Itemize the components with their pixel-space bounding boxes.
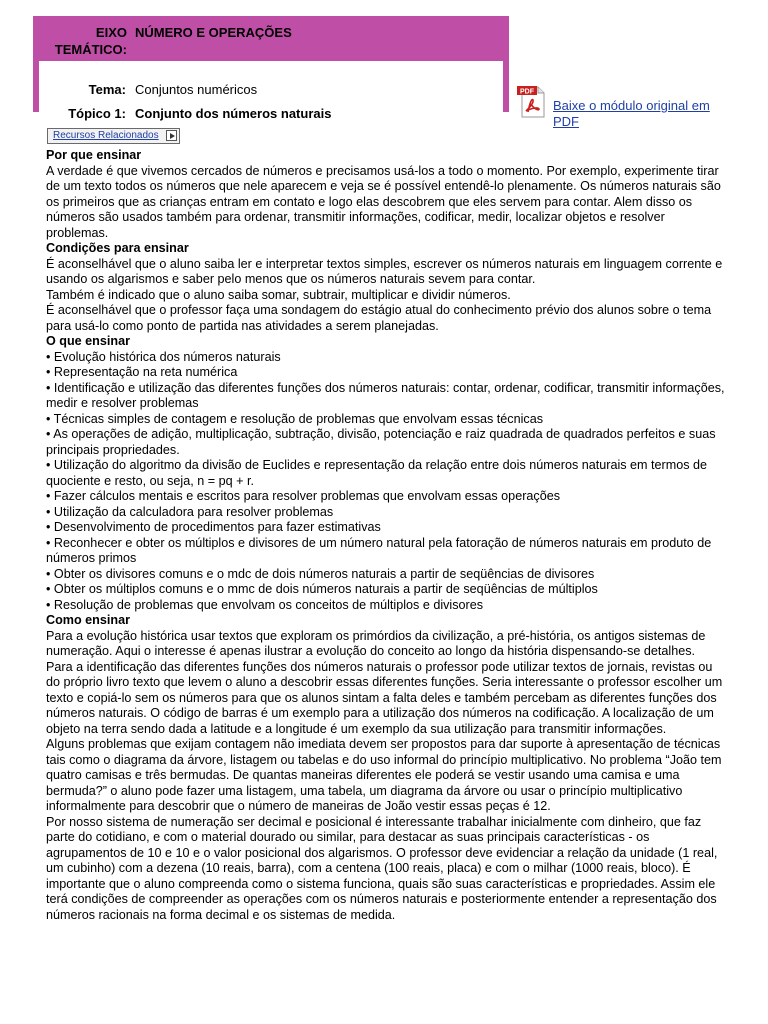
pdf-icon[interactable] xyxy=(516,84,548,120)
topico-label: Tópico 1: xyxy=(68,106,126,121)
tema-label: Tema: xyxy=(88,82,126,97)
list-item: • Reconhecer e obter os múltiplos e divisores de um número natural pela fatoração de números naturais em produto de números primos xyxy=(46,535,712,565)
header-inner xyxy=(39,61,503,125)
svg-text:PDF: PDF xyxy=(520,88,534,96)
section-title: Condições para ensinar xyxy=(46,241,189,255)
content xyxy=(46,148,726,923)
list-item: • Fazer cálculos mentais e escritos para resolver problemas que envolvam essas operações xyxy=(46,489,560,503)
paragraph: Por nosso sistema de numeração ser decimal e posicional é interessante trabalhar inicialmente com dinheiro, que faz parte do cotidiano, e com o material dourado ou similar, para destacar as suas principais características - os agrupamentos de 10 e 10 e o valor posicional dos algarismos. O professor deve evidenciar a relação da unidade (1 real, um cubinho) com a dezena (10 reais, barra), com a centena (100 reais, placa) e com o milhar (1000 reais, bloco). É importante que o aluno compreenda como o sistema funciona, quais são suas características e propriedades. Assim ele terá condições de compreender as operações com os números naturais e posteriormente entender a representação dos números racionais na forma decimal e os sistemas de medida. xyxy=(46,814,718,922)
related-resources-button[interactable] xyxy=(47,128,180,144)
topico-value: Conjunto dos números naturais xyxy=(135,106,332,121)
tema-value: Conjuntos numéricos xyxy=(135,82,258,97)
list-item: • Resolução de problemas que envolvam os conceitos de múltiplos e divisores xyxy=(46,597,484,612)
list-item: • Identificação e utilização das diferentes funções dos números naturais: contar, ordenar, codificar, transmitir informações, medir e resolver problemas xyxy=(46,380,725,410)
paragraph: É aconselhável que o aluno saiba ler e interpretar textos simples, escrever os números naturais em linguagem corrente e usando os algarismos e saber pelo menos que os números naturais sevem para contar. xyxy=(46,256,723,286)
play-icon xyxy=(166,130,177,141)
list-item: • Representação na reta numérica xyxy=(46,365,238,379)
eixo-value: NÚMERO E OPERAÇÕES xyxy=(135,25,292,40)
section-title: Por que ensinar xyxy=(46,148,142,162)
list-item: • Técnicas simples de contagem e resolução de problemas que envolvam essas técnicas xyxy=(46,411,543,426)
paragraph: Para a evolução histórica usar textos que exploram os primórdios da civilização, a pré-história, os antigos sistemas de numeração. Aqui o interesse é apenas ilustrar a evolução do conceito ao longo da história dispensando-se detalhes. xyxy=(46,628,706,658)
paragraph: Alguns problemas que exijam contagem não imediata devem ser propostos para dar suporte à apresentação de técnicas tais como o diagrama da árvore, listagem ou tabelas e do uso informal do princípio multiplicativo. No problema “João tem quatro camisas e três bermudas. De quantas maneiras diferentes ele poderá se vestir usando uma camisa e uma bermuda?” o aluno pode fazer uma listagem, uma tabela, um diagrama da árvore ou usar o princípio multiplicativo informalmente para descobrir que o número de maneiras de João vestir essas peças é 12. xyxy=(46,737,722,813)
list-item: • Obter os múltiplos comuns e o mmc de dois números naturais a partir de seqüências de múltiplos xyxy=(46,582,598,596)
paragraph: Para a identificação das diferentes funções dos números naturais o professor pode utilizar textos de jornais, revistas ou do próprio livro texto que levem o aluno a descobrir essas diferentes funções. Seria interessante o professor escolher um texto e copiá-lo sem os números para que os alunos sintam a falta deles e também percebam as diferentes funções dos números naturais. O código de barras é um exemplo para a utilização dos números na codificação. A localização de um objeto na terra sendo dada a latitude e a longitude é um exemplo da sua utilização para transmitir informações. xyxy=(46,659,723,736)
list-item: • Evolução histórica dos números naturais xyxy=(46,349,281,364)
list-item: • Obter os divisores comuns e o mdc de dois números naturais a partir de seqüências de divisores xyxy=(46,566,595,581)
list-item: • Desenvolvimento de procedimentos para fazer estimativas xyxy=(46,520,381,534)
paragraph: Também é indicado que o aluno saiba somar, subtrair, multiplicar e dividir números. xyxy=(46,287,511,302)
list-item: • As operações de adição, multiplicação, subtração, divisão, potenciação e raiz quadrada de quadrados perfeitos e suas principais propriedades. xyxy=(46,427,716,457)
section-title: O que ensinar xyxy=(46,334,130,348)
section-title: Como ensinar xyxy=(46,613,130,627)
related-resources-label: Recursos Relacionados xyxy=(53,130,159,141)
header-box xyxy=(33,16,509,121)
list-item: • Utilização do algoritmo da divisão de Euclides e representação da relação entre dois números naturais em termos de quociente e resto, ou seja, n = pq + r. xyxy=(46,458,708,488)
paragraph: É aconselhável que o professor faça uma sondagem do estágio atual do conhecimento prévio dos alunos sobre o tema para usá-lo como ponto de partida nas atividades a serem planejadas. xyxy=(46,303,712,333)
paragraph: A verdade é que vivemos cercados de números e precisamos usá-los a todo o momento. Por exemplo, experimente tirar de um texto todos os números que nele aparecem e veja se é possível entendê-lo plenamente. Os números naturais são os primeiros que as crianças entram em contato e logo elas descobrem que eles servem para contar. Alem disso os números são usados também para ordenar, transmitir informações, codificar, medir, localizar objetos e resolver problemas. xyxy=(46,163,721,240)
list-item: • Utilização da calculadora para resolver problemas xyxy=(46,504,334,519)
pdf-download-link[interactable]: Baixe o módulo original em PDF xyxy=(553,98,710,129)
eixo-label: EIXO TEMÁTICO: xyxy=(54,25,127,57)
